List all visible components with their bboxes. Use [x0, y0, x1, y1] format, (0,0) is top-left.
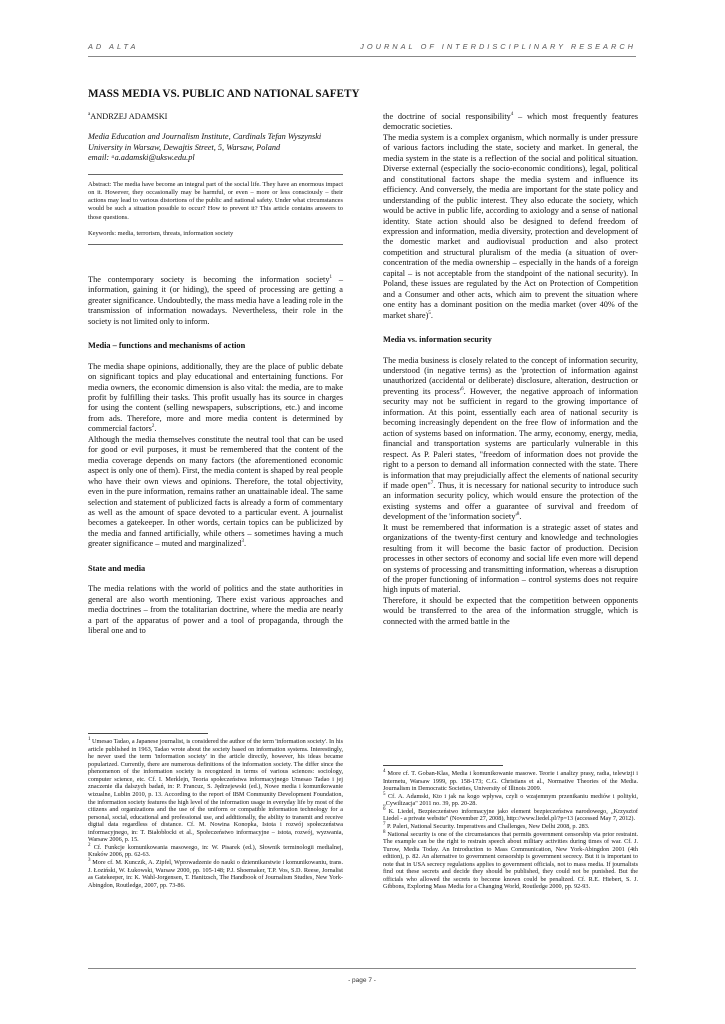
header-journal-full: JOURNAL OF INTERDISCIPLINARY RESEARCH: [360, 42, 636, 51]
abstract-box: [88, 174, 343, 245]
paragraph-media-system: The media system is a complex organism, which normally is under pressure of various factors including the state, society and market. In general, the media system in the state is a reflection of the social and political situation. Diverse external (especially the socio-economic conditions), legal, political and constitutional factors shape the media system and influence its efficiency. And conversely, the media are important for the state policy and understanding of the public interest. They also educate the society, which would be active in public life, according to axiology and a sense of national identity. State action should also be designed to defend freedom of expression and information, media diversity, protection and development of the domestic market and audiovisual production and also protect competition and structural pluralism of the media (a situation of over-concentration of the media ownership – especially in the hands of a foreign capital – is not acceptable from the standpoint of the national security). In Poland, these issues are regulated by the Act on Protection of Competition and a Consumer and other acts, which aim to prevent the situation where one entity has a dominant position on the media market (over 40% of the market share)$^5$.: [383, 132, 638, 320]
paragraph-state-media: The media relations with the world of politics and the state authorities in general are also worth mentioning. There exist various approaches and media doctrines – from the totalitarian doctrine, where the media are nearly a part of the apparatus of power and a tool of propaganda, through the liberal one and to: [88, 584, 343, 636]
keywords: Keywords: media, terrorism, threats, information society: [88, 229, 234, 237]
footnote: $^6$ K. Liedel, Bezpieczeństwo informacyjne jako element bezpieczeństwa narodowego, „Krzysztof Liedel - a private website" (November 27, 2008), http://www.liedel.pl/?p=13 (accessed May 7, 2012).: [383, 806, 638, 823]
paragraph-social-responsibility: the doctrine of social responsibility$^4$ – which most frequently features democratic societies.: [383, 112, 638, 132]
footnotes-left: [88, 733, 343, 889]
header-journal-short: AD ALTA: [88, 42, 139, 51]
running-header: [88, 42, 636, 57]
footnote: $^8$ National security is one of the circumstances that permits government censorship via prior restraint. The example can be the right to restrain speech about military activities during times of war. Cf. J. Turow, Media Today. An Introduction to Mass Communication, New York-Abingdon 2001 (4th edition), p. 82. An alternative to government censorship is government secrecy. But it is important to note that in USA secrecy regulations applies to government officials, not to mass media. If journalists find out these secrets and decide they should be published, they could not be punished. But the officials who allowed the secrets to become known could be penalized. Cf. R.E. Hiebert, S. J. Gibbons, Exploring Mass Media for a Changing World, Routledge 2000, pp. 92-93.: [383, 829, 638, 891]
page-number: - page 7 -: [88, 968, 636, 984]
footnote: $^3$ More cf. M. Kunczik, A. Zipfel, Wprowadzenie do nauki o dziennikarstwie i komunikowaniu, trans. J. Łoziński, W. Łukowski, Warsaw 2000, pp. 105-148; P.J. Shoemaker, T.P. Vos, S.D. Reese, Jornalist as Gatekeeper, in: K. Wahl-Jorgensen, T. Hanitzsch, The Handbook of Journalism Studies, New York-Abingdon, Routledge, 2007, pp. 73-86.: [88, 857, 343, 889]
author-name-text: ANDRZEJ ADAMSKI: [90, 112, 168, 121]
footnote: $^2$ Cf. Funkcje komunikowania masowego, in: W. Pisarek (ed.), Słownik terminologii medialnej, Kraków 2006, pp. 62-63.: [88, 842, 343, 859]
heading-information-security: Media vs. information security: [383, 335, 492, 345]
footnotes-right: [383, 765, 638, 891]
footnote: $^4$ More cf. T. Goban-Klas, Media i komunikowanie masowe. Teorie i analizy prasy, radia, telewizji i Internetu, Warsaw 1999, pp. 158-173; C.G. Christians et al., Normative Theories of the Media. Journalism in Democratic Societies, University of Illinois 2009.: [383, 768, 638, 793]
heading-state-media: State and media: [88, 563, 146, 573]
footnote-rule: [383, 765, 503, 766]
email: email: ᵃa.adamski@uksw.edu.pl: [88, 153, 195, 163]
paragraph-media-neutral: Although the media themselves constitute the neutral tool that can be used for good or evil purposes, it must be remembered that the content of the media coverage depends on many factors (the aforementioned economic aspect is only one of them). First, the media content is shaped by real people who have their own views and opinions. Therefore, the total objectivity, even in the pure information, remains rather an unattainable ideal. The same selection and statement of publicized facts is already a form of commentary as well as the amount of space devoted to a particular event. A journalist becomes a gatekeeper. In other words, certain topics can be publicized by the media and fanned artificially, while others – sometimes having a much greater significance – muted and marginalized$^3$.: [88, 434, 343, 549]
author-block: [88, 112, 343, 164]
intro-paragraph: The contemporary society is becoming the information society$^1$ – information, gaining it (or hiding), the speed of processing are getting a greater significance. Undoubtedly, the mass media have a leading role in the transmission of information nowadays. Nevertheless, their role in the society is not limited only to inform.: [88, 274, 343, 326]
abstract: Abstract: The media have become an integral part of the social life. They have an enormous impact on it. However, they occasionally may be harmful, or even – more or less consciously – their actions may lead to various distortions of the public and national safety. Under what circumstances would be such a situation possible to occur? How to prevent it? This article contains answers to those questions.: [88, 180, 343, 221]
paragraph-media-shape: The media shape opinions, additionally, they are the place of public debate on significant topics and play educational and entertaining functions. For media owners, the economic dimension is also vital: the media, are to make profit by fulfilling their tasks. This profit usually has its source in charges for using the content (selling newspapers, subscriptions, etc.) and income from ads. Therefore, more and more media content is determined by commercial factors$^2$.: [88, 361, 343, 434]
affiliation: Media Education and Journalism Institute, Cardinals Tefan Wyszynski University in Warsaw, Dewajtis Street, 5, Warsaw, Poland: [88, 132, 322, 152]
footnote: $^5$ Cf. A. Adamski, Kto i jak na kogo wpływa, czyli o wzajemnym przenikaniu mediów i polityki, „Cywilizacja" 2011 no. 39, pp. 20-28.: [383, 791, 638, 808]
paragraph-strategic-asset: It must be remembered that information is a strategic asset of states and organizations of the twenty-first century and knowledge and technologies resulting from it will become the basic factor of production. Decision processes in other sectors of economy and social life even more will depend on systems of processing and transmitting information, whereas a disruption of the proper functioning of information – control systems does not require high inputs of material.: [383, 522, 638, 595]
article-title: MASS MEDIA VS. PUBLIC AND NATIONAL SAFETY: [88, 88, 360, 100]
heading-media-functions: Media – functions and mechanisms of action: [88, 341, 246, 351]
footnote: $^1$ Umesao Tadao, a Japanese journalist, is considered the author of the term 'information society'. In his article published in 1963, Tadao wrote about the society based on information systems. Interestingly, he never used the term 'information society' in the article directly, however, his ideas became popularized. Currently, there are numerous definitions of the information society. The differ since the phenomenon of the information society is recognized in terms of various sciences: sociology, computer science, etc. Cf. I. Merklejn, Teoria społeczeństwa informacyjnego Umesao Tadao i jej znaczenie dla dalszych badań, in: P. Francuz, S. Jędrzejewski (ed.), Nowe media i komunikowanie wizualne, Lublin 2010, p. 13. According to the report of IBM Community Development Foundation, the information society features the high level of the information usage in everyday life by most of the citizens and organizations and the use of the uniform or compatible information technology for a personal, social, educational and professional use, and additionally, the ability to transmit and receive digital data regardless of distance. Cf. M. Nowina Konopka, Istota i rozwój społeczeństwa informacyjnego, in: T. Białobłocki et al., Społeczeństwo informacyjne – istota, rozwój, wyzwania, Warsaw 2006, p. 15.: [88, 736, 343, 844]
author-name: [88, 112, 343, 122]
paragraph-competition: Therefore, it should be expected that the competition between opponents would be transferred to the area of the information struggle, which is connected with the armed battle in the: [383, 595, 638, 626]
author-sup: a: [88, 112, 91, 118]
footnote: $^7$ P. Paleri, National Security. Imperatives and Challenges, New Delhi 2008, p. 283.: [383, 821, 590, 830]
right-column: [383, 112, 638, 627]
left-column: [88, 112, 343, 637]
paragraph-media-business: The media business is closely related to the concept of information security, understood (in negative terms) as the 'protection of information against unauthorized (accidental or deliberate) disclosure, alteration, destruction or preventing its $process'^6$. However, the negative approach of information security may not be sufficient in regard to the growing importance of information. At this point, essentially each area of national security is becoming increasingly dependent on the free flow of information and the action of systems based on information. The army, economy, energy, media, financial and transportation systems are particularly vulnerable in this respect. As P. Paleri states, "freedom of information does not provide the right to a person to demand all information connected with the state. There is information that may prejudicially affect the elements of national security if made open"$^7$. Thus, it is necessary for national security to introduce such an information security policy, which would ensure the protection of the existing systems and offer a guarantee of survival and freedom of development of the 'information $society'^8$.: [383, 355, 639, 522]
footnote-rule: [88, 733, 208, 734]
